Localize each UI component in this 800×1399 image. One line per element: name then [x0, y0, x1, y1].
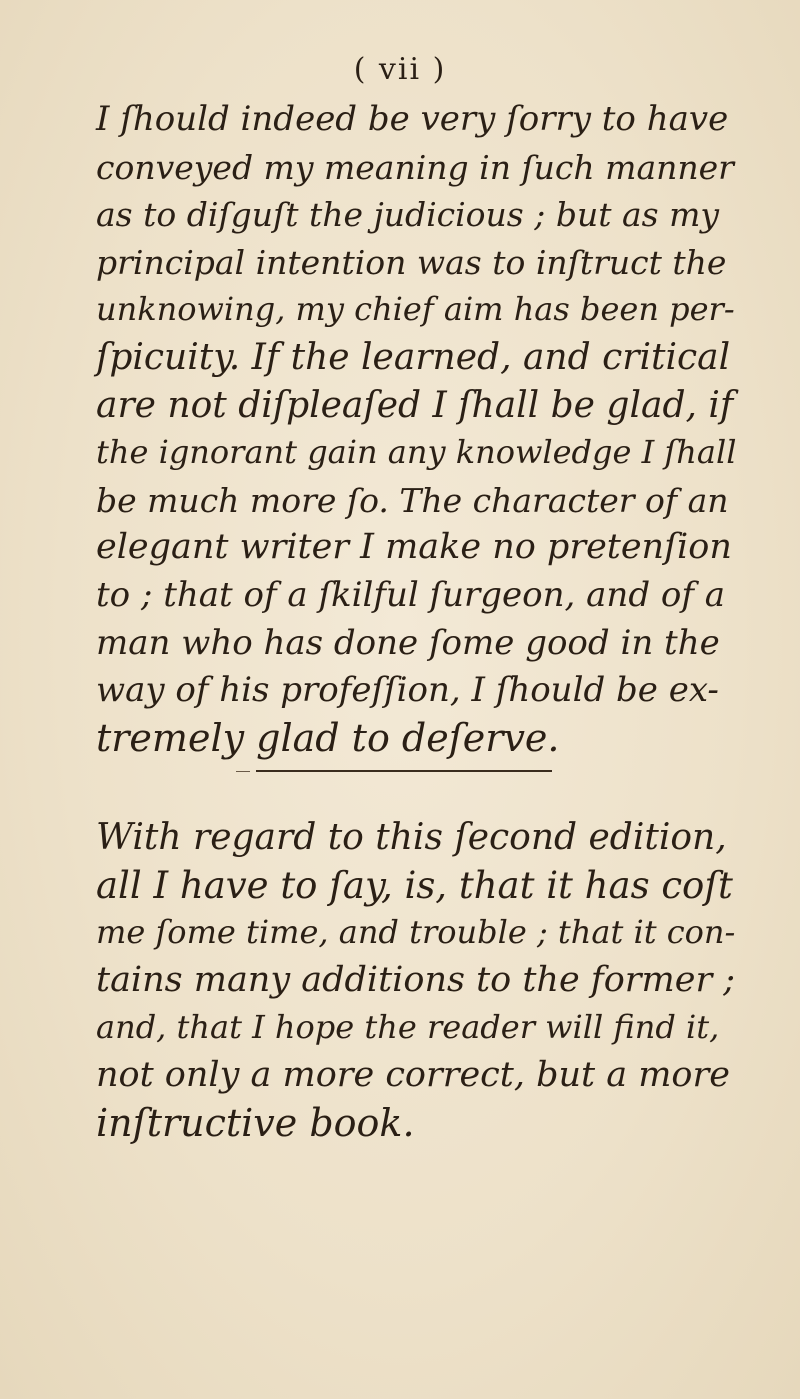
text-line: not only a more correct, but a more	[96, 1054, 730, 1095]
text-line: way of his profeſſion, I ſhould be ex-	[96, 670, 719, 711]
text-line: be much more ſo. The character of an	[96, 480, 729, 520]
text-line: conveyed my meaning in ſuch manner	[96, 147, 734, 187]
text-line: With regard to this ſecond edition,	[96, 817, 727, 858]
text-line: ſpicuity. If the learned, and critical	[96, 336, 731, 378]
text-line: tains many additions to the former ;	[96, 959, 736, 1000]
paragraph-1	[96, 96, 737, 762]
section-divider-rule	[256, 770, 552, 772]
text-line: principal intention was to inſtruct the	[96, 242, 727, 282]
text-line: unknowing, my chief aim has been per-	[96, 290, 735, 329]
text-line: all I have to ſay, is, that it has coſt	[96, 863, 733, 907]
text-line: and, that I hope the reader will find it,	[96, 1008, 720, 1047]
text-line: me ſome time, and trouble ; that it con-	[96, 913, 736, 952]
text-line: man who has done ſome good in the	[96, 622, 720, 663]
text-line: tremely glad to deſerve.	[96, 715, 560, 760]
text-line: inſtructive book.	[96, 1100, 415, 1145]
text-line: elegant writer I make no pretenſion	[96, 527, 732, 568]
page-number: ( vii )	[353, 52, 447, 87]
text-line: are not diſpleaſed I ſhall be glad, if	[96, 384, 734, 426]
text-line: the ignorant gain any knowledge I ſhall	[96, 433, 737, 472]
ornament-tick	[236, 771, 250, 772]
text-line: to ; that of a ſkilful ſurgeon, and of a	[96, 574, 726, 615]
text-line: I ſhould indeed be very ſorry to have	[96, 99, 729, 139]
paragraph-2	[96, 814, 736, 1147]
text-line: as to diſguſt the judicious ; but as my	[96, 195, 720, 235]
